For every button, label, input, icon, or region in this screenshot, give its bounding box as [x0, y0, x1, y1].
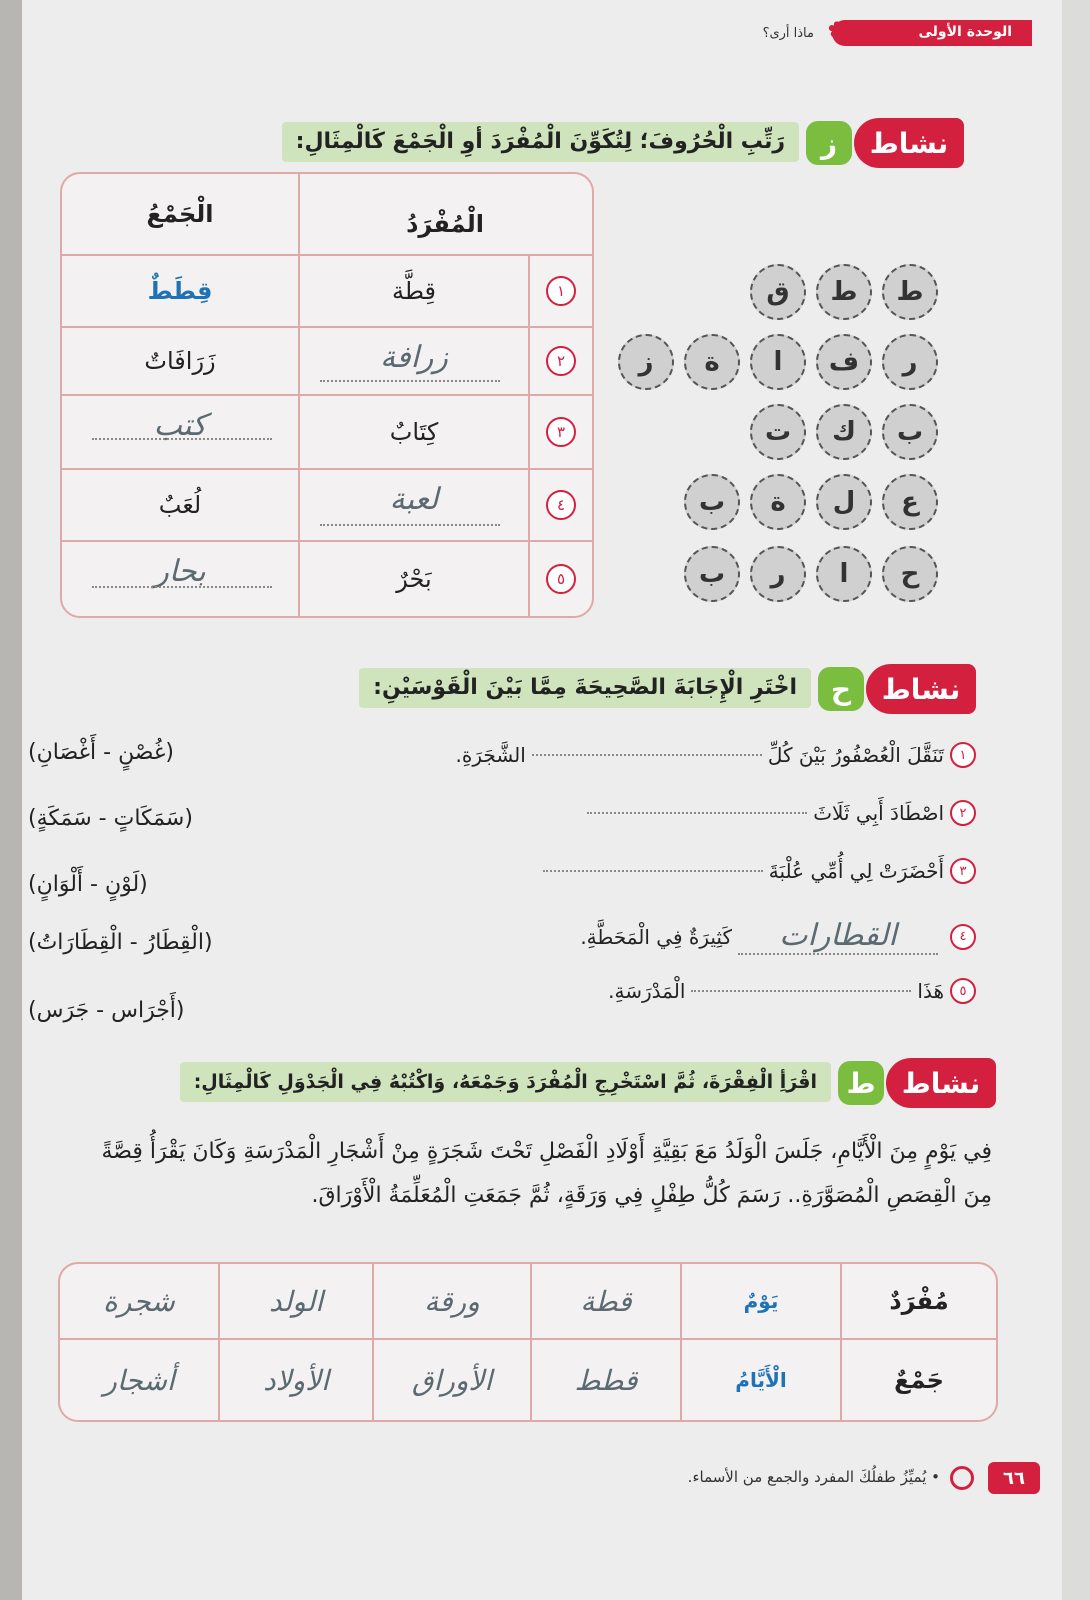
plural-answer[interactable]: الأولاد — [263, 1363, 329, 1397]
row-number: ٢ — [546, 346, 576, 376]
singular-answer[interactable]: لعبة — [389, 481, 439, 517]
letter-circle: ر — [882, 334, 938, 390]
answer-blank[interactable] — [587, 812, 807, 814]
row-label-singular: مُفْرَدٌ — [889, 1287, 949, 1315]
singular-example: يَوْمٌ — [743, 1289, 779, 1313]
letter-circle: ز — [618, 334, 674, 390]
question-1: ١ تَنَقَّلَ الْعُصْفُورُ بَيْنَ كُلِّ الشَّجَرَةِ. — [456, 742, 976, 768]
activity-letter: ط — [838, 1061, 884, 1105]
letter-circle: ا — [750, 334, 806, 390]
plural-answer[interactable]: بحار — [154, 553, 206, 589]
children-icon: ✿ — [827, 18, 847, 43]
singular-cell: بَحْرٌ — [396, 565, 432, 593]
singular-cell: كِتَابٌ — [389, 418, 439, 446]
letter-circle: ا — [816, 546, 872, 602]
activity-h-header — [216, 664, 976, 714]
activity-instruction: اقْرَأِ الْفِقْرَةَ، ثُمَّ اسْتَخْرِجِ الْمُفْرَدَ وَجَمْعَهُ، وَاكْتُبْهُ فِي الْجَدْوَلِ كَالْمِثَالِ: — [180, 1062, 831, 1102]
plural-cell: قِطَطٌ — [147, 277, 213, 305]
letter-circle: ط — [882, 264, 938, 320]
singular-answer[interactable]: قطة — [580, 1284, 632, 1318]
footer-note: • يُميِّزُ طفلُكَ المفرد والجمع من الأسماء. — [687, 1468, 940, 1486]
unit-title: الوحدة الأولى — [918, 24, 1012, 40]
answer-blank[interactable]: القطارات — [738, 918, 938, 955]
row-number: ٣ — [546, 417, 576, 447]
letter-circle: ة — [684, 334, 740, 390]
singular-cell: قِطَّة — [391, 277, 437, 305]
page-number: ٦٦ — [988, 1462, 1040, 1494]
plural-answer[interactable]: كتب — [153, 407, 207, 443]
header-singular: الْمُفْرَدُ — [406, 210, 484, 238]
letter-circle: ل — [816, 474, 872, 530]
letter-circle: ب — [684, 546, 740, 602]
header-plural: الْجَمْعُ — [146, 200, 214, 228]
singular-plural-table — [60, 172, 594, 618]
options-2: (سَمَكَاتٍ - سَمَكَةٍ) — [28, 806, 193, 831]
singular-answer[interactable]: ورقة — [424, 1284, 480, 1318]
row-label-plural: جَمْعٌ — [894, 1366, 944, 1394]
letter-circle: ر — [750, 546, 806, 602]
activity-tag: نشاط — [866, 664, 976, 714]
plural-answer[interactable]: الأوراق — [411, 1363, 493, 1397]
letter-circle: ح — [882, 546, 938, 602]
singular-answer[interactable]: الولد — [269, 1284, 324, 1318]
letter-circle: ق — [750, 264, 806, 320]
letter-circle: ف — [816, 334, 872, 390]
answer-line — [92, 438, 272, 440]
letter-circle: ع — [882, 474, 938, 530]
letter-circle: ب — [684, 474, 740, 530]
answer-line — [320, 524, 500, 526]
plural-answer[interactable]: قطط — [574, 1363, 638, 1397]
extract-table — [58, 1262, 998, 1422]
options-3: (لَوْنٍ - أَلْوَانٍ) — [28, 872, 148, 897]
plural-cell: لُعَبٌ — [158, 491, 202, 519]
letter-circle: ة — [750, 474, 806, 530]
row-number: ٤ — [546, 490, 576, 520]
question-4: ٤ القطارات كَثِيرَةٌ فِي الْمَحَطَّةِ. — [580, 918, 976, 955]
options-4: (الْقِطَارُ - الْقِطَارَاتُ) — [28, 930, 213, 955]
plural-cell: زَرَافَاتٌ — [144, 347, 216, 375]
letter-circle: ب — [882, 404, 938, 460]
answer-blank[interactable] — [532, 754, 762, 756]
activity-instruction: رَتِّبِ الْحُرُوفَ؛ لِتُكَوِّنَ الْمُفْرَدَ أوِ الْجَمْعَ كَالْمِثَالِ: — [282, 122, 799, 162]
letter-circle: ك — [816, 404, 872, 460]
book-spine — [0, 0, 22, 1600]
question-2: ٢ اصْطَادَ أَبِي ثَلَاثَ — [581, 800, 976, 826]
letter-circle: ط — [816, 264, 872, 320]
question-5: ٥ هَذَا الْمَدْرَسَةِ. — [608, 978, 976, 1004]
letter-circle: ت — [750, 404, 806, 460]
options-5: (أَجْرَاس - جَرَس) — [28, 998, 185, 1023]
row-number: ١ — [546, 276, 576, 306]
activity-tag: نشاط — [886, 1058, 996, 1108]
activity-tag: نشاط — [854, 118, 964, 168]
activity-z-header — [144, 118, 964, 168]
target-icon — [950, 1466, 974, 1490]
plural-example: الْأَيَّامُ — [735, 1368, 787, 1392]
activity-t-header — [36, 1058, 996, 1108]
reading-paragraph: فِي يَوْمٍ مِنَ الْأَيَّامِ، جَلَسَ الْوَلَدُ مَعَ بَقِيَّةِ أَوْلَادِ الْفَصْلِ تَحْتَ شَجَرَةٍ مِنْ أَشْجَارِ الْمَدْرَسَةِ وَكَانَ يَقْرَأُ قِصَّةً مِنَ الْقِصَصِ الْمُصَوَّرَةِ.. رَسَمَ كُلُّ طِفْلٍ فِي وَرَقَةٍ، ثُمَّ جَمَعَتِ الْمُعَلِّمَةُ الْأَوْرَاقَ. — [101, 1139, 992, 1208]
activity-instruction: اخْتَرِ الْإِجَابَةَ الصَّحِيحَةَ مِمَّا بَيْنَ الْقَوْسَيْنِ: — [359, 668, 811, 708]
singular-answer[interactable]: شجرة — [103, 1284, 175, 1318]
answer-blank[interactable] — [543, 870, 763, 872]
lesson-title: ماذا أرى؟ — [762, 26, 814, 41]
row-number: ٥ — [546, 564, 576, 594]
singular-answer[interactable]: زرافة — [380, 339, 448, 375]
answer-blank[interactable] — [691, 990, 911, 992]
plural-answer[interactable]: أشجار — [103, 1363, 175, 1397]
answer-line — [320, 380, 500, 382]
activity-letter: ز — [806, 121, 852, 165]
workbook-page — [22, 0, 1062, 1600]
question-3: ٣ أَحْضَرَتْ لِي أُمِّي عُلْبَةَ — [537, 858, 976, 884]
answer-line — [92, 586, 272, 588]
activity-letter: ح — [818, 667, 864, 711]
options-1: (غُصْنٍ - أَغْصَانِ) — [28, 740, 174, 765]
